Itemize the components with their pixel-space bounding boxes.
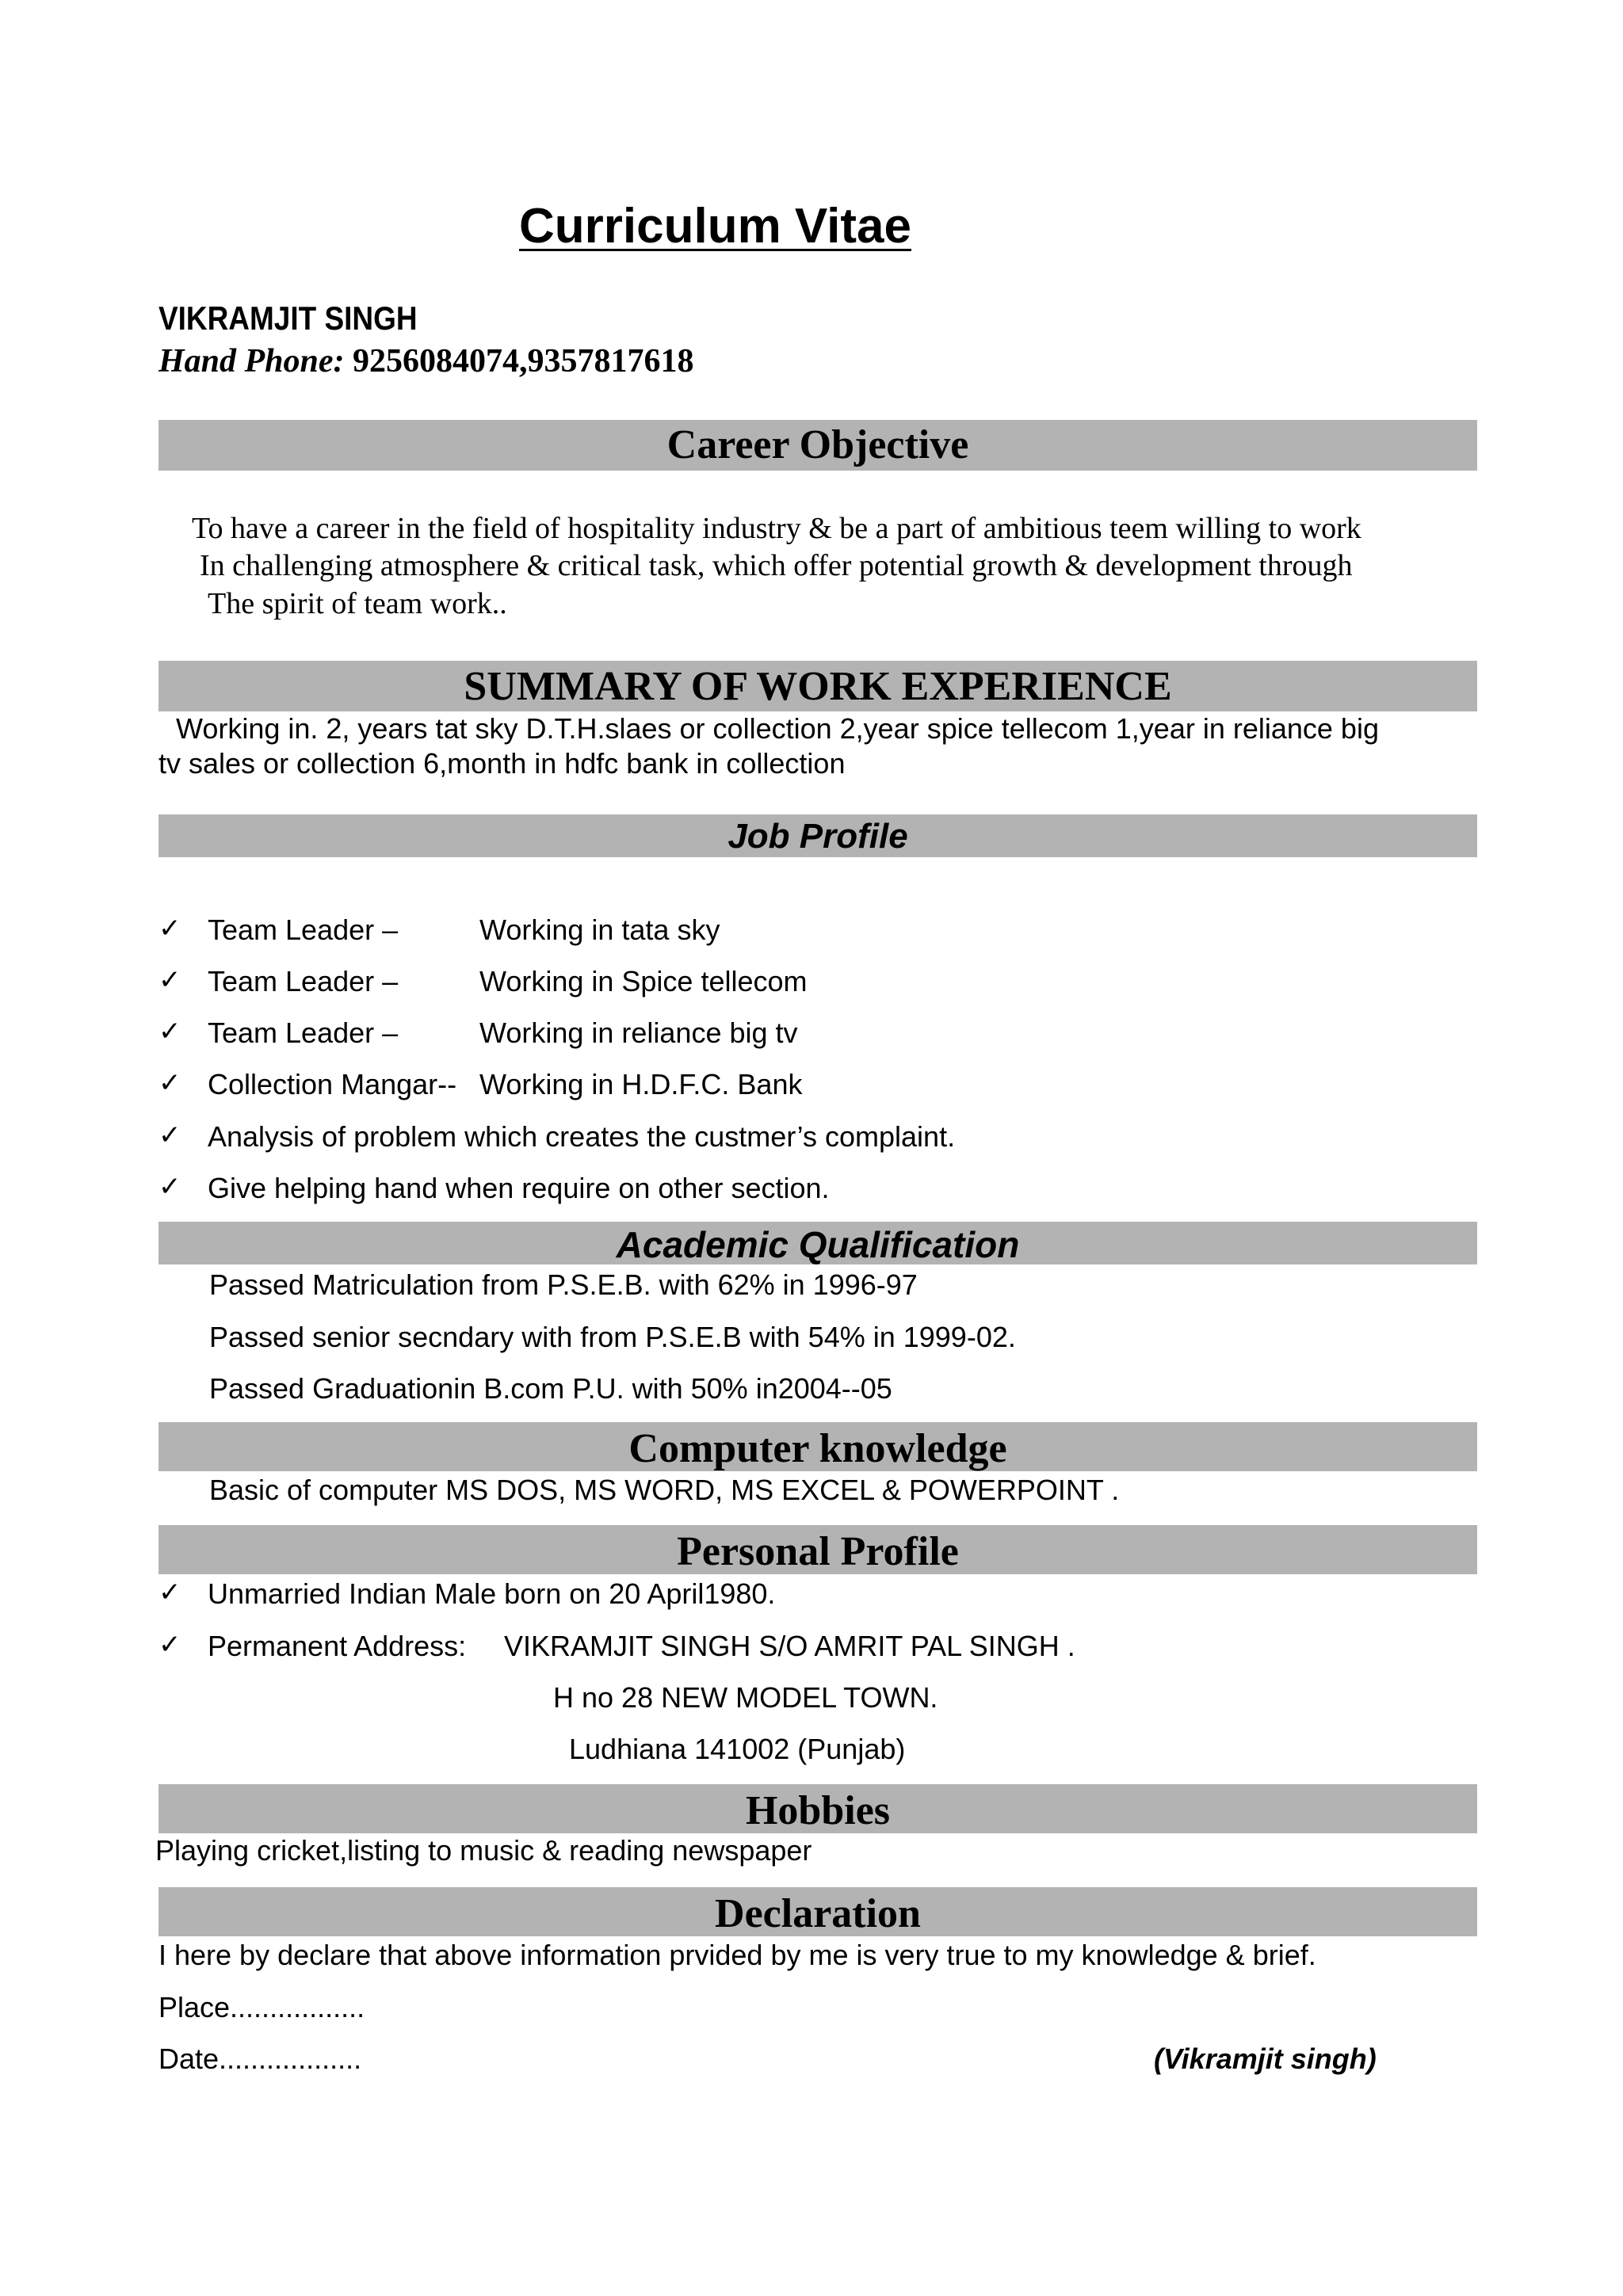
job-role-1: Team Leader – [208, 913, 399, 946]
hobbies-line: Playing cricket,listing to music & reading newspaper [155, 1834, 812, 1867]
job-role-2: Team Leader – [208, 965, 399, 997]
academic-line-3: Passed Graduationin B.com P.U. with 50% in2004--05 [209, 1372, 892, 1405]
check-icon: ✓ [158, 1577, 181, 1608]
date-field: Date.................. [158, 2042, 362, 2075]
check-icon: ✓ [158, 1067, 181, 1099]
objective-line-3: The spirit of team work.. [208, 587, 507, 620]
job-item-5: Analysis of problem which creates the custmer’s complaint. [208, 1120, 956, 1153]
section-bar-job-profile [158, 814, 1477, 857]
work-line-1: Working in. 2, years tat sky D.T.H.slaes or collection 2,year spice tellecom 1,year in reliance big [176, 712, 1379, 745]
job-detail-2: Working in Spice tellecom [479, 965, 808, 997]
academic-line-2: Passed senior secndary with from P.S.E.B with 54% in 1999-02. [209, 1321, 1016, 1353]
personal-item-1: Unmarried Indian Male born on 20 April1980. [208, 1577, 776, 1610]
check-icon: ✓ [158, 913, 181, 944]
section-bar-hobbies [158, 1784, 1477, 1833]
phone-line [158, 342, 694, 380]
declaration-line: I here by declare that above information prvided by me is very true to my knowledge & brief. [158, 1939, 1316, 1971]
candidate-name: VIKRAMJIT SINGH [158, 299, 418, 337]
academic-line-1: Passed Matriculation from P.S.E.B. with 62% in 1996-97 [209, 1268, 918, 1301]
place-field: Place................. [158, 1991, 365, 2023]
section-heading-computer: Computer knowledge [628, 1426, 1007, 1471]
objective-line-2: In challenging atmosphere & critical task, which offer potential growth & development through [200, 549, 1353, 582]
section-heading-personal: Personal Profile [677, 1529, 959, 1574]
check-icon: ✓ [158, 1016, 181, 1047]
phone-label: Hand Phone: [158, 343, 345, 379]
section-bar-academic [158, 1222, 1477, 1264]
check-icon: ✓ [158, 1119, 181, 1151]
address-line-3: Ludhiana 141002 (Punjab) [569, 1733, 906, 1765]
section-bar-computer [158, 1422, 1477, 1471]
section-heading-academic: Academic Qualification [616, 1224, 1020, 1265]
phone-numbers: 9256084074,9357817618 [353, 343, 694, 379]
work-line-2: tv sales or collection 6,month in hdfc bank in collection [158, 747, 846, 780]
section-bar-work-experience [158, 661, 1477, 711]
check-icon: ✓ [158, 1629, 181, 1661]
section-bar-personal [158, 1525, 1477, 1574]
job-item-6: Give helping hand when require on other section. [208, 1172, 830, 1204]
job-role-3: Team Leader – [208, 1016, 399, 1049]
address-line-1: VIKRAMJIT SINGH S/O AMRIT PAL SINGH . [504, 1630, 1075, 1662]
section-heading-work-experience: SUMMARY OF WORK EXPERIENCE [464, 664, 1172, 709]
section-heading-job-profile: Job Profile [727, 817, 908, 856]
job-role-4: Collection Mangar-- [208, 1068, 457, 1100]
document-title: Curriculum Vitae [519, 199, 912, 254]
section-heading-career-objective: Career Objective [666, 422, 969, 467]
section-bar-career-objective [158, 420, 1477, 471]
address-label: Permanent Address: [208, 1630, 467, 1662]
address-line-2: H no 28 NEW MODEL TOWN. [553, 1681, 938, 1714]
computer-line: Basic of computer MS DOS, MS WORD, MS EXCEL & POWERPOINT . [209, 1474, 1120, 1506]
section-heading-hobbies: Hobbies [745, 1788, 891, 1833]
check-icon: ✓ [158, 1171, 181, 1203]
objective-line-1: To have a career in the field of hospitality industry & be a part of ambitious teem willing to work [192, 512, 1361, 545]
job-detail-4: Working in H.D.F.C. Bank [479, 1068, 803, 1100]
job-detail-1: Working in tata sky [479, 913, 720, 946]
signature-name: (Vikramjit singh) [1154, 2042, 1377, 2075]
section-heading-declaration: Declaration [715, 1891, 921, 1936]
job-detail-3: Working in reliance big tv [479, 1016, 798, 1049]
check-icon: ✓ [158, 964, 181, 996]
section-bar-declaration [158, 1887, 1477, 1936]
